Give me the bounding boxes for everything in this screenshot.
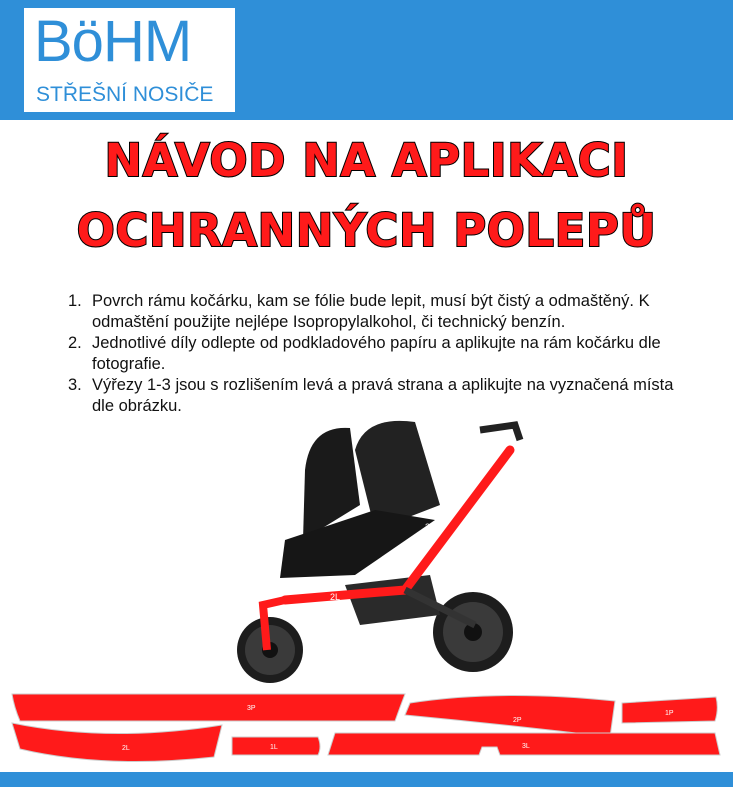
frame-label-3l: 3L bbox=[425, 522, 436, 532]
front-wheel bbox=[237, 617, 303, 683]
instruction-text: Výřezy 1-3 jsou s rozlišením levá a pravá strana a aplikujte na vyznačená místa dle obrázku. bbox=[92, 376, 674, 415]
header-bar bbox=[0, 0, 733, 120]
instruction-text: Povrch rámu kočárku, kam se fólie bude lepit, musí být čistý a odmaštěný. K odmaštění použijte nejlépe Isopropylalkohol, či technický benzín. bbox=[92, 292, 650, 331]
instruction-number: 3. bbox=[68, 376, 82, 394]
frame-label-2l: 2L bbox=[330, 592, 341, 602]
sticker-label-3l: 3L bbox=[522, 743, 530, 750]
footer-bar bbox=[0, 772, 733, 787]
seat-base bbox=[280, 510, 435, 578]
instruction-text: Jednotlivé díly odlepte od podkladového papíru a aplikujte na rám kočárku dle fotografie. bbox=[92, 334, 661, 373]
sticker-label-2l: 2L bbox=[122, 745, 130, 752]
rear-wheel bbox=[433, 592, 513, 672]
instruction-list bbox=[68, 291, 678, 417]
stroller-illustration bbox=[225, 410, 545, 695]
sticker-label-3p: 3P bbox=[247, 705, 256, 712]
sticker-2p bbox=[405, 695, 615, 737]
handlebar bbox=[480, 425, 520, 440]
instruction-number: 1. bbox=[68, 292, 82, 310]
sticker-2l bbox=[12, 723, 222, 762]
sticker-label-1l: 1L bbox=[270, 744, 278, 751]
sticker-label-1p: 1P bbox=[665, 710, 674, 717]
instruction-item bbox=[68, 333, 678, 375]
sticker-sheet bbox=[0, 685, 733, 765]
sticker-label-2p: 2P bbox=[513, 717, 522, 724]
brand-logo bbox=[24, 8, 235, 112]
instruction-number: 2. bbox=[68, 334, 82, 352]
title-line-2: OCHRANNÝCH POLEPŮ bbox=[76, 204, 657, 257]
brand-name: BöHM bbox=[34, 9, 192, 74]
instruction-item bbox=[68, 291, 678, 333]
title-line-1: NÁVOD NA APLIKACI bbox=[104, 134, 629, 187]
sticker-3p bbox=[12, 694, 405, 721]
brand-subtitle: STŘEŠNÍ NOSIČE bbox=[36, 83, 214, 106]
